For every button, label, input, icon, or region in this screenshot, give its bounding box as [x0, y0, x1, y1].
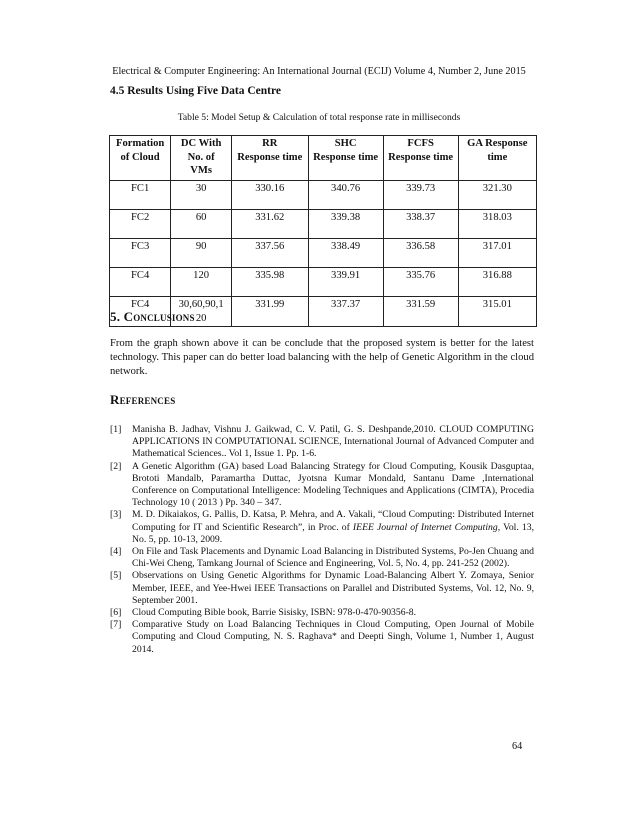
table-cell: 315.01: [458, 297, 536, 327]
table-cell: 321.30: [458, 181, 536, 210]
references-heading: References: [110, 392, 176, 407]
column-header: DC With No. of VMs: [171, 136, 232, 181]
table-cell: 30: [171, 181, 232, 210]
reference-number: [2]: [110, 460, 122, 472]
table-cell: 340.76: [308, 181, 383, 210]
conclusions-paragraph: From the graph shown above it can be conclude that the proposed system is better for the latest technology. This paper can do better load balancing with the help of Genetic Algorithm in the cloud network.: [110, 338, 534, 377]
table-cell: 331.59: [383, 297, 458, 327]
table-row: [110, 268, 537, 297]
table-cell: 335.76: [383, 268, 458, 297]
table-cell: FC3: [110, 239, 171, 268]
reference-number: [5]: [110, 570, 122, 582]
column-header: Formation of Cloud: [110, 136, 171, 181]
table-cell: 30,60,90,1 20: [171, 297, 232, 327]
page-number: 64: [512, 741, 523, 752]
table-cell: 335.98: [231, 268, 308, 297]
table-header-row: [110, 136, 537, 181]
reference-text: M. D. Dikaiakos, G. Pallis, D. Katsa, P. Mehra, and A. Vakali, “Cloud Computing: Distributed Internet Computing for IT and Scientific Research”, in Proc. of IEEE Journal of Internet Computing, Vol. 13, No. 5, pp. 10-13, 2009.: [132, 509, 534, 545]
table-cell: 316.88: [458, 268, 536, 297]
table-cell: 330.16: [231, 181, 308, 210]
reference-item: [110, 619, 534, 656]
table-cell: 317.01: [458, 239, 536, 268]
reference-item: [110, 424, 534, 461]
reference-text: Cloud Computing Bible book, Barrie Sisisky, ISBN: 978-0-470-90356-8.: [132, 607, 417, 619]
table-cell: 338.37: [383, 210, 458, 239]
table-row: [110, 210, 537, 239]
table-cell: 120: [171, 268, 232, 297]
table-cell: 60: [171, 210, 232, 239]
reference-text: A Genetic Algorithm (GA) based Load Balancing Strategy for Cloud Computing, Kousik Dasguptaa, Brototi Mandalb, Paramartha Duttac, Jyotsna Kumar Mondald, Santanu Dame ,International Conference on Computational Intelligence: Modeling Techniques and Applications (CIMTA), Procedia Technology 10 ( 2013 ) Pp. 340 – 347.: [132, 460, 534, 509]
table-cell: 336.58: [383, 239, 458, 268]
reference-number: [4]: [110, 546, 122, 558]
table-cell: 318.03: [458, 210, 536, 239]
reference-text: Comparative Study on Load Balancing Techniques in Cloud Computing, Open Journal of Mobile Computing and Cloud Computing, N. S. Raghava* and Deepti Singh, Volume 1, Number 1, August 2014.: [132, 619, 534, 655]
reference-number: [6]: [110, 607, 122, 619]
column-header: FCFS Response time: [383, 136, 458, 181]
table-cell: 337.56: [231, 239, 308, 268]
reference-number: [3]: [110, 509, 122, 521]
reference-item: [110, 509, 534, 546]
table-cell: 331.62: [231, 210, 308, 239]
column-header: RR Response time: [231, 136, 308, 181]
table-cell: 337.37: [308, 297, 383, 327]
reference-list: [110, 424, 534, 656]
table-cell: 339.38: [308, 210, 383, 239]
running-header: Electrical & Computer Engineering: An International Journal (ECIJ) Volume 4, Number 2, June 2015: [112, 66, 526, 77]
reference-text: Manisha B. Jadhav, Vishnu J. Gaikwad, C. V. Patil, G. S. Deshpande,2010. CLOUD COMPUTING APPLICATIONS IN COMPUTATIONAL SCIENCE, International Journal of Advanced Computer and Mathematical Sciences.. Vol 1, Issue 1. Pp. 1-6.: [132, 424, 534, 460]
table-cell: 339.73: [383, 181, 458, 210]
reference-item: [110, 607, 534, 619]
table-cell: 338.49: [308, 239, 383, 268]
reference-item: [110, 461, 534, 510]
table-cell: FC4: [110, 297, 171, 327]
reference-item: [110, 570, 534, 607]
table-cell: 339.91: [308, 268, 383, 297]
journal-title: IEEE Journal of Internet Computing: [352, 521, 498, 533]
table-cell: 331.99: [231, 297, 308, 327]
reference-number: [1]: [110, 424, 122, 435]
table-cell: 90: [171, 239, 232, 268]
table-cell: FC2: [110, 210, 171, 239]
section-title: 4.5 Results Using Five Data Centre: [110, 85, 281, 97]
conclusions-heading: 5. Conclusions: [110, 309, 195, 324]
table-cell: FC4: [110, 268, 171, 297]
column-header: SHC Response time: [308, 136, 383, 181]
reference-number: [7]: [110, 619, 122, 631]
results-table: [109, 135, 537, 327]
reference-text: On File and Task Placements and Dynamic Load Balancing in Distributed Systems, Po-Jen Chuang and Chi-Wei Cheng, Tamkang Journal of Science and Engineering, Vol. 5, No. 4, pp. 241-252 (2002).: [132, 546, 534, 570]
column-header: GA Response time: [458, 136, 536, 181]
table-row: [110, 181, 537, 210]
table-cell: FC1: [110, 181, 171, 210]
table-caption: Table 5: Model Setup & Calculation of total response rate in milliseconds: [177, 112, 461, 123]
reference-item: [110, 546, 534, 570]
reference-text: Observations on Using Genetic Algorithms for Dynamic Load-Balancing Albert Y. Zomaya, Senior Member, IEEE, and Yee-Hwei IEEE Transactions on Parallel and Distributed Systems, Vol. 12, No. 9, September 2001.: [132, 570, 534, 606]
table-row: [110, 239, 537, 268]
